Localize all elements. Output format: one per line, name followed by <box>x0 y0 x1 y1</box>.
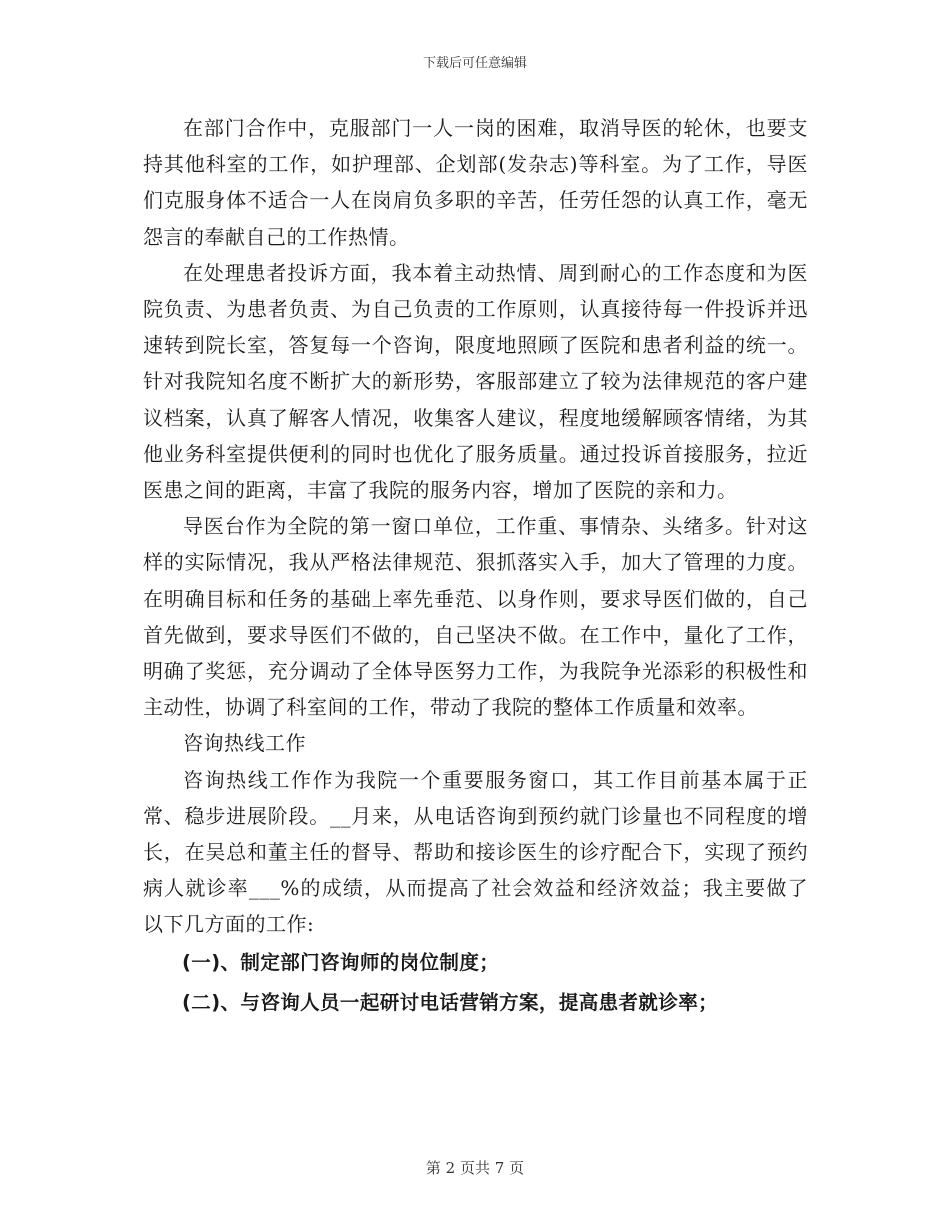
paragraph-department-cooperation: 在部门合作中，克服部门一人一岗的困难，取消导医的轮休，也要支持其他科室的工作，如护理部、企划部(发杂志)等科室。为了工作，导医们克服身体不适合一人在岗肩负多职的辛苦，任劳任怨的认真工作，毫无怨言的奉献自己的工作热情。 <box>143 116 808 249</box>
page-header: 下载后可任意编辑 <box>422 56 527 71</box>
paragraph-hotline-work: 咨询热线工作作为我院一个重要服务窗口，其工作目前基本属于正常、稳步进展阶段。__月来，从电话咨询到预约就门诊量也不同程度的增长，在吴总和董主任的督导、帮助和接诊医生的诊疗配合下，实现了预约病人就诊率___%的成绩，从而提高了社会效益和经济效益；我主要做了以下几方面的工作: <box>143 767 808 937</box>
document-body <box>143 110 808 1023</box>
bold-item-1: (一)、制定部门咨询师的岗位制度； <box>182 950 500 974</box>
page-footer: 第 2 页共 7 页 <box>425 1159 525 1177</box>
section-heading-hotline: 咨询热线工作 <box>183 731 306 756</box>
paragraph-complaint-handling: 在处理患者投诉方面，我本着主动热情、周到耐心的工作态度和为医院负责、为患者负责、为自己负责的工作原则，认真接待每一件投诉并迅速转到院长室，答复每一个咨询，限度地照顾了医院和患者利益的统一。针对我院知名度不断扩大的新形势，客服部建立了较为法律规范的客户建议档案，认真了解客人情况，收集客人建议，程度地缓解顾客情绪，为其他业务科室提供便利的同时也优化了服务质量。通过投诉首接服务，拉近医患之间的距离，丰富了我院的服务内容，增加了医院的亲和力。 <box>143 260 808 503</box>
bold-item-2: (二)、与咨询人员一起研讨电话营销方案，提高患者就诊率； <box>182 990 719 1014</box>
paragraph-guide-desk: 导医台作为全院的第一窗口单位，工作重、事情杂、头绪多。针对这样的实际情况，我从严格法律规范、狠抓落实入手，加大了管理的力度。在明确目标和任务的基础上率先垂范、以身作则，要求导医们做的，自己首先做到，要求导医们不做的，自己坚决不做。在工作中，量化了工作，明确了奖惩，充分调动了全体导医努力工作，为我院争光添彩的积极性和主动性，协调了科室间的工作，带动了我院的整体工作质量和效率。 <box>143 514 808 720</box>
